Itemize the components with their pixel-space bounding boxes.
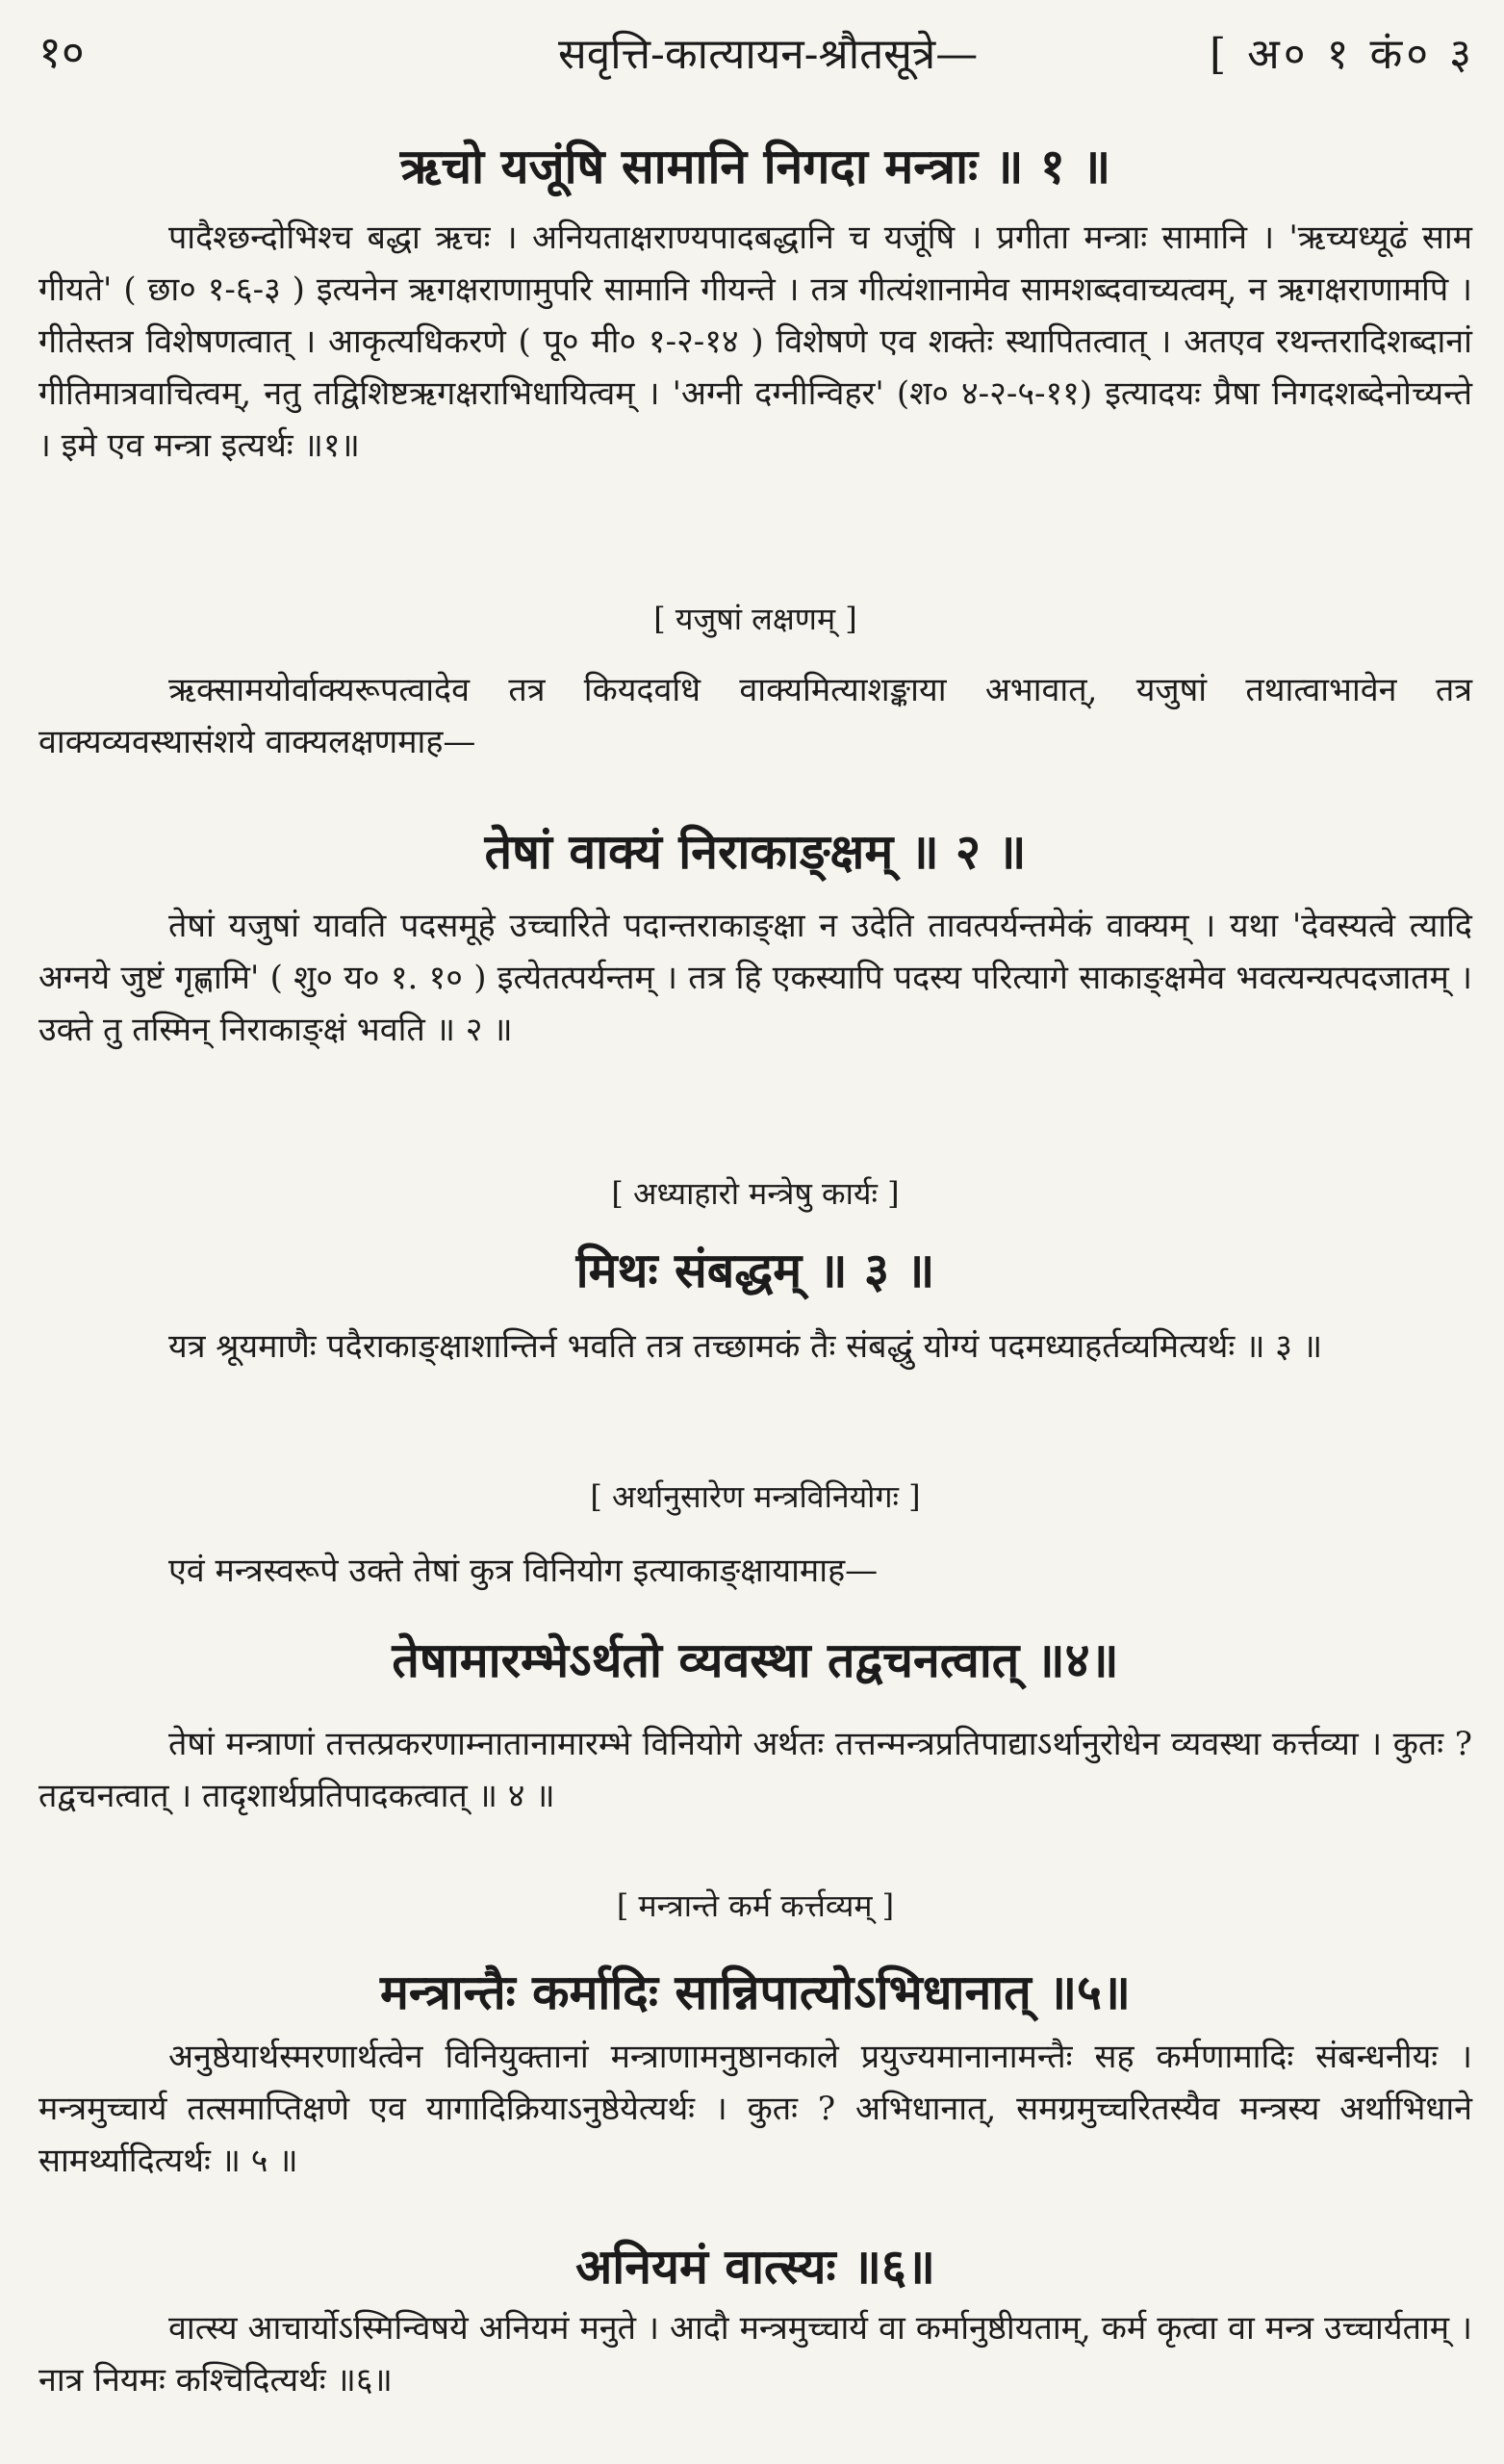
section-heading-2: [ यजुषां लक्षणम् ] bbox=[653, 601, 857, 637]
sutra-6: अनियमं वात्स्यः ॥६॥ bbox=[575, 2238, 935, 2295]
commentary-3: यत्र श्रूयमाणैः पदैराकाङ्क्षाशान्तिर्न भवति तत्र तच्छामकं तैः संबद्धुं योग्यं पदमध्याहर्तव्यमित्यर्थः ॥ ३ ॥ bbox=[168, 1327, 1323, 1366]
sutra-2: तेषां वाक्यं निराकाङ्क्षम् ॥ २ ॥ bbox=[484, 823, 1027, 880]
section-heading-5: [ मन्त्रान्ते कर्म कर्त्तव्यम् ] bbox=[616, 1887, 895, 1924]
page-header bbox=[38, 21, 1475, 98]
sutra-4: तेषामारम्भेऽर्थतो व्यवस्था तद्वचनत्वात् ॥४॥ bbox=[392, 1631, 1119, 1688]
commentary-1: पादैश्छन्दोभिश्च बद्धा ऋचः । अनियताक्षराण्यपादबद्धानि च यजूंषि । प्रगीता मन्त्राः सामानि । 'ऋच्यध्यूढं साम गीयते' ( छा० १-६-३ ) इत्यनेन ऋगक्षराणामुपरि सामानि गीयन्ते । तत्र गीत्यंशानामेव सामशब्दवाच्यत्वम्, न ऋगक्षराणामपि । गीतेस्तत्र विशेषणत्वात् । आकृत्यधिकरणे ( पू० मी० १-२-१४ ) विशेषणे एव शक्तेः स्थापितत्वात् । अतएव रथन्तरादिशब्दानां गीतिमात्रवाचित्वम्, नतु तद्विशिष्टऋगक्षराभिधायित्वम् । 'अग्नी दग्नीन्विहर' (श० ४-२-५-११) इत्यादयः प्रैषा निगदशब्देनोच्यन्ते । इमे एव मन्त्रा इत्यर्थः ॥१॥ bbox=[38, 218, 1472, 465]
intro-4: एवं मन्त्रस्वरूपे उक्ते तेषां कुत्र विनियोग इत्याकाङ्क्षायामाह— bbox=[168, 1552, 879, 1590]
commentary-5: अनुष्ठेयार्थस्मरणार्थत्वेन विनियुक्तानां मन्त्राणामनुष्ठानकाले प्रयुज्यमानानामन्तैः सह कर्मणामादिः संबन्धनीयः । मन्त्रमुच्चार्य तत्समाप्तिक्षणे एव यागादिक्रियाऽनुष्ठेयेत्यर्थः । कुतः ? अभिधानात्, समग्रमुच्चरितस्यैव मन्त्रस्य अर्थाभिधाने सामर्थ्यादित्यर्थः ॥ ५ ॥ bbox=[38, 2038, 1472, 2180]
section-heading-3: [ अध्याहारो मन्त्रेषु कार्यः ] bbox=[611, 1175, 900, 1212]
commentary-2: तेषां यजुषां यावति पदसमूहे उच्चारिते पदान्तराकाङ्क्षा न उदेति तावत्पर्यन्तमेकं वाक्यम् । यथा 'देवस्यत्वे त्यादि अग्नये जुष्टं गृह्णामि' ( शु० य० १. १० ) इत्येतत्पर्यन्तम् । तत्र हि एकस्यापि पदस्य परित्यागे साकाङ्क्षमेव भवत्यन्यत्पदजातम् । उक्ते तु तस्मिन् निराकाङ्क्षं भवति ॥ २ ॥ bbox=[38, 907, 1472, 1049]
page-number: १० bbox=[38, 26, 85, 78]
commentary-6: वात्स्य आचार्योऽस्मिन्विषये अनियमं मनुते । आदौ मन्त्रमुच्चार्य वा कर्मानुष्ठीयताम्, कर्म कृत्वा वा मन्त्र उच्चार्यताम् । नात्र नियमः कश्चिदित्यर्थः ॥६॥ bbox=[38, 2309, 1472, 2400]
commentary-4: तेषां मन्त्राणां तत्तत्प्रकरणाम्नातानामारम्भे विनियोगे अर्थतः तत्तन्मन्त्रप्रतिपाद्याऽर्थानुरोधेन व्यवस्था कर्त्तव्या । कुतः ? तद्वचनत्वात् । तादृशार्थप्रतिपादकत्वात् ॥ ४ ॥ bbox=[38, 1725, 1472, 1815]
sutra-1: ऋचो यजूंषि सामानि निगदा मन्त्राः ॥ १ ॥ bbox=[399, 138, 1111, 194]
section-heading-4: [ अर्थानुसारेण मन्त्रविनियोगः ] bbox=[590, 1478, 921, 1515]
sutra-3: मिथः संबद्धम् ॥ ३ ॥ bbox=[575, 1242, 935, 1298]
intro-2: ऋक्सामयोर्वाक्यरूपत्वादेव तत्र कियदवधि वाक्यमित्याशङ्काया अभावात्, यजुषां तथात्वाभावेन तत्र वाक्यव्यवस्थासंशये वाक्यलक्षणमाह— bbox=[38, 671, 1472, 761]
sutra-5: मन्त्रान्तैः कर्मादिः सान्निपात्योऽभिधानात् ॥५॥ bbox=[379, 1964, 1132, 2020]
chapter-reference: [ अ० १ कं० ३ bbox=[1209, 30, 1475, 79]
running-title: सवृत्ति-कात्यायन-श्रौतसूत्रे— bbox=[558, 30, 979, 79]
